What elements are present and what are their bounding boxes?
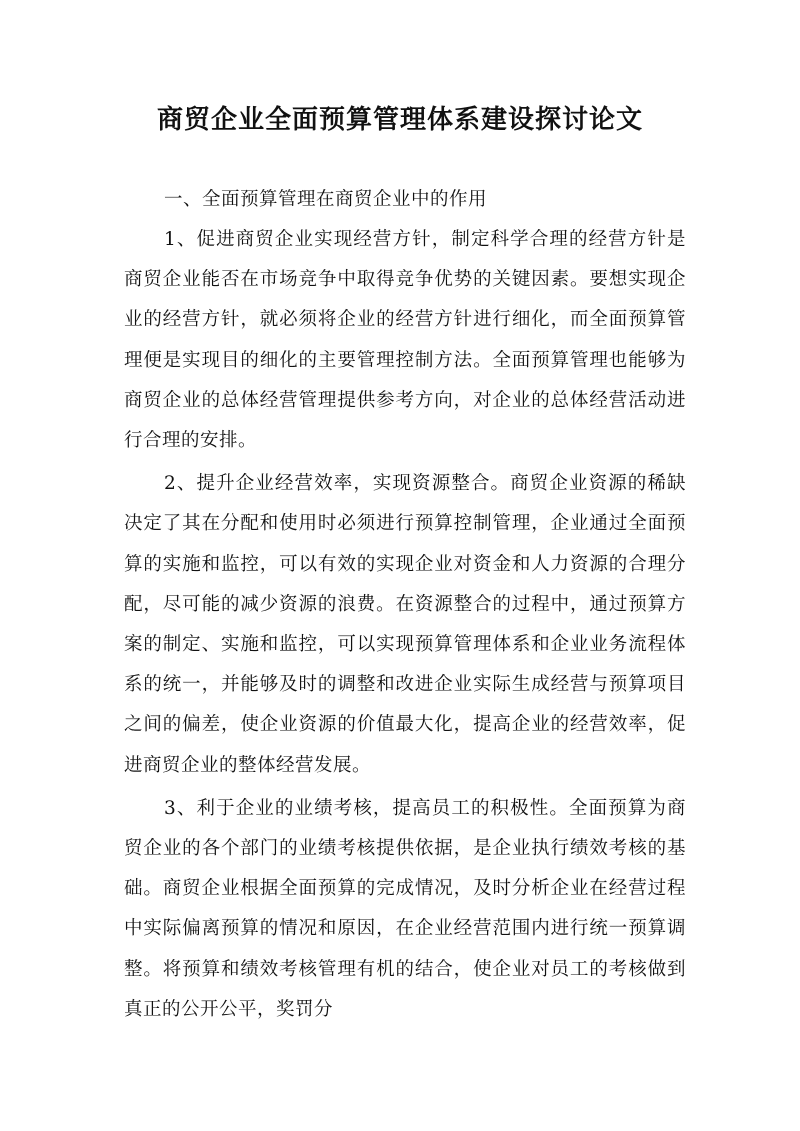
document-body xyxy=(124,180,686,1030)
paragraph-1: 1、促进商贸企业实现经营方针，制定科学合理的经营方针是商贸企业能否在市场竞争中取得竞争优势的关键因素。要想实现企业的经营方针，就必须将企业的经营方针进行细化，而全面预算管理便是实现目的细化的主要管理控制方法。全面预算管理也能够为商贸企业的总体经营管理提供参考方向，对企业的总体经营活动进行合理的安排。 xyxy=(124,229,686,452)
paragraph-2: 2、提升企业经营效率，实现资源整合。商贸企业资源的稀缺决定了其在分配和使用时必须进行预算控制管理，企业通过全面预算的实施和监控，可以有效的实现企业对资金和人力资源的合理分配，尽可能的减少资源的浪费。在资源整合的过程中，通过预算方案的制定、实施和监控，可以实现预算管理体系和企业业务流程体系的统一，并能够及时的调整和改进企业实际生成经营与预算项目之间的偏差，使企业资源的价值最大化，提高企业的经营效率，促进商贸企业的整体经营发展。 xyxy=(124,473,686,776)
paragraph-3: 3、利于企业的业绩考核，提高员工的积极性。全面预算为商贸企业的各个部门的业绩考核提供依据，是企业执行绩效考核的基础。商贸企业根据全面预算的完成情况，及时分析企业在经营过程中实际偏离预算的情况和原因，在企业经营范围内进行统一预算调整。将预算和绩效考核管理有机的结合，使企业对员工的考核做到真正的公开公平，奖罚分 xyxy=(124,797,686,1020)
document-title: 商贸企业全面预算管理体系建设探讨论文 xyxy=(156,105,643,135)
section-heading: 一、全面预算管理在商贸企业中的作用 xyxy=(164,189,488,210)
